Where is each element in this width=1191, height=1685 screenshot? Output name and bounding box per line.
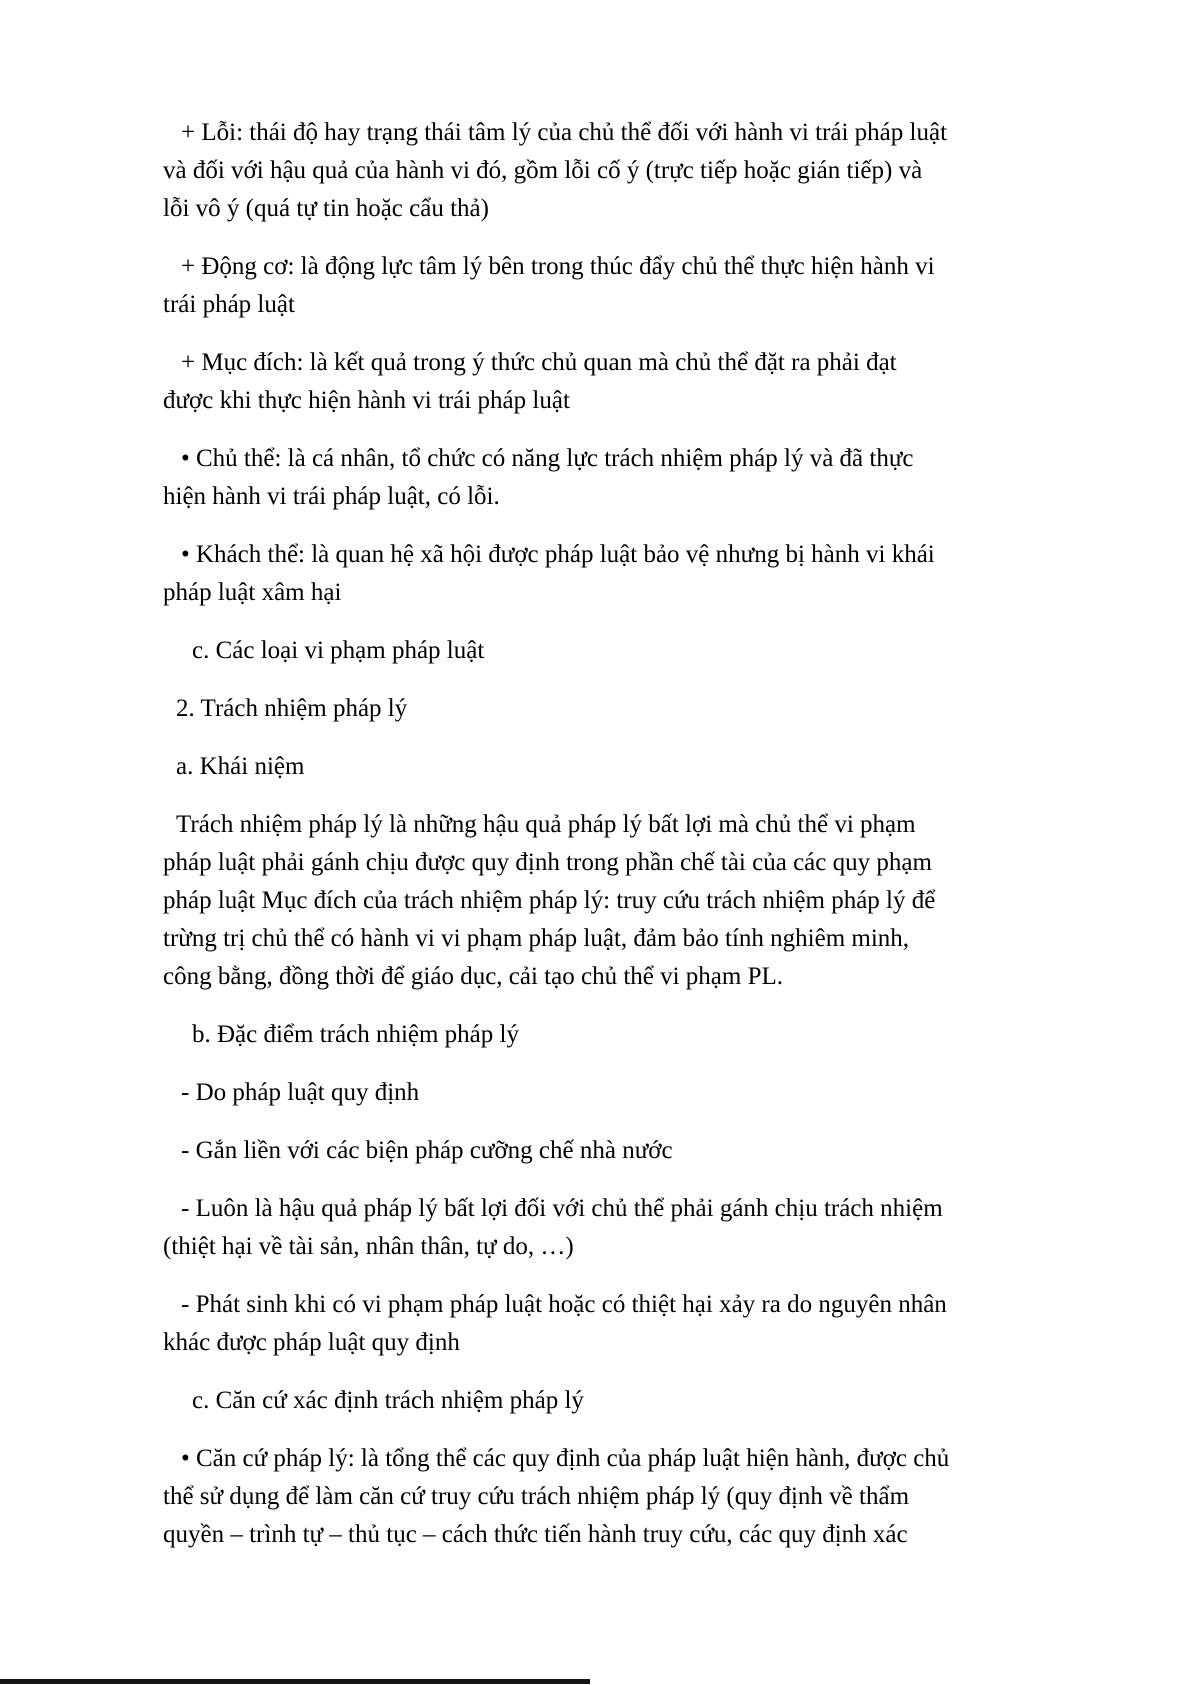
document-page-text [163, 114, 1083, 1574]
text-line: pháp luật xâm hại [163, 579, 342, 606]
text-line: trái pháp luật [163, 291, 295, 318]
text-line: hiện hành vi trái pháp luật, có lỗi. [163, 483, 500, 510]
text-line: • Chủ thể: là cá nhân, tổ chức có năng lực trách nhiệm pháp lý và đã thực [181, 445, 914, 472]
text-line: Trách nhiệm pháp lý là những hậu quả pháp lý bất lợi mà chủ thể vi phạm [176, 811, 916, 838]
paragraph-loi [163, 114, 1083, 228]
list-item-do-phap-luat-quy-dinh [163, 1074, 1083, 1112]
paragraph-trach-nhiem-dinh-nghia [163, 806, 1083, 996]
text-line: công bằng, đồng thời để giáo dục, cải tạo chủ thể vi phạm PL. [163, 963, 784, 990]
text-line: - Gắn liền với các biện pháp cưỡng chế nhà nước [181, 1137, 673, 1164]
list-item-phat-sinh [163, 1286, 1083, 1362]
heading-can-cu-xac-dinh [163, 1382, 1083, 1420]
text-line: lỗi vô ý (quá tự tin hoặc cẩu thả) [163, 195, 489, 222]
heading-khai-niem [163, 748, 1083, 786]
text-line: • Khách thể: là quan hệ xã hội được pháp luật bảo vệ nhưng bị hành vi khái [181, 541, 935, 568]
text-line: được khi thực hiện hành vi trái pháp luật [163, 387, 570, 414]
text-line: b. Đặc điểm trách nhiệm pháp lý [192, 1021, 519, 1048]
text-line: pháp luật Mục đích của trách nhiệm pháp lý: truy cứu trách nhiệm pháp lý để [163, 887, 936, 914]
paragraph-muc-dich [163, 344, 1083, 420]
text-line: - Do pháp luật quy định [181, 1079, 420, 1106]
text-line: và đối với hậu quả của hành vi đó, gồm lỗi cố ý (trực tiếp hoặc gián tiếp) và [163, 157, 923, 184]
text-line: - Luôn là hậu quả pháp lý bất lợi đối với chủ thể phải gánh chịu trách nhiệm [181, 1195, 943, 1222]
text-line: 2. Trách nhiệm pháp lý [176, 695, 408, 722]
text-line: pháp luật phải gánh chịu được quy định trong phần chế tài của các quy phạm [163, 849, 932, 876]
text-line: + Động cơ: là động lực tâm lý bên trong thúc đẩy chủ thể thực hiện hành vi [181, 253, 935, 280]
text-line: c. Căn cứ xác định trách nhiệm pháp lý [192, 1387, 584, 1414]
text-line: • Căn cứ pháp lý: là tổng thể các quy định của pháp luật hiện hành, được chủ [181, 1445, 950, 1472]
text-line: - Phát sinh khi có vi phạm pháp luật hoặc có thiệt hại xảy ra do nguyên nhân [181, 1291, 947, 1318]
text-line: + Mục đích: là kết quả trong ý thức chủ quan mà chủ thể đặt ra phải đạt [181, 349, 897, 376]
list-item-luon-la-hau-qua [163, 1190, 1083, 1266]
text-line: a. Khái niệm [176, 753, 305, 780]
text-line: (thiệt hại về tài sản, nhân thân, tự do, …) [163, 1233, 574, 1260]
text-line: + Lỗi: thái độ hay trạng thái tâm lý của chủ thể đối với hành vi trái pháp luật [181, 119, 948, 146]
paragraph-can-cu-phap-ly [163, 1440, 1083, 1554]
paragraph-chu-the [163, 440, 1083, 516]
heading-dac-diem-trach-nhiem-phap-ly [163, 1016, 1083, 1054]
list-item-gan-lien-bien-phap-cuong-che [163, 1132, 1083, 1170]
heading-trach-nhiem-phap-ly [163, 690, 1083, 728]
text-line: khác được pháp luật quy định [163, 1329, 460, 1356]
paragraph-khach-the [163, 536, 1083, 612]
text-line: trừng trị chủ thể có hành vi vi phạm pháp luật, đảm bảo tính nghiêm minh, [163, 925, 910, 952]
paragraph-dong-co [163, 248, 1083, 324]
text-line: c. Các loại vi phạm pháp luật [192, 637, 485, 664]
bottom-partial-bar [0, 1679, 590, 1684]
heading-cac-loai-vi-pham-phap-luat [163, 632, 1083, 670]
text-line: thể sử dụng để làm căn cứ truy cứu trách nhiệm pháp lý (quy định về thẩm [163, 1483, 910, 1510]
text-line: quyền – trình tự – thủ tục – cách thức tiến hành truy cứu, các quy định xác [163, 1521, 908, 1548]
